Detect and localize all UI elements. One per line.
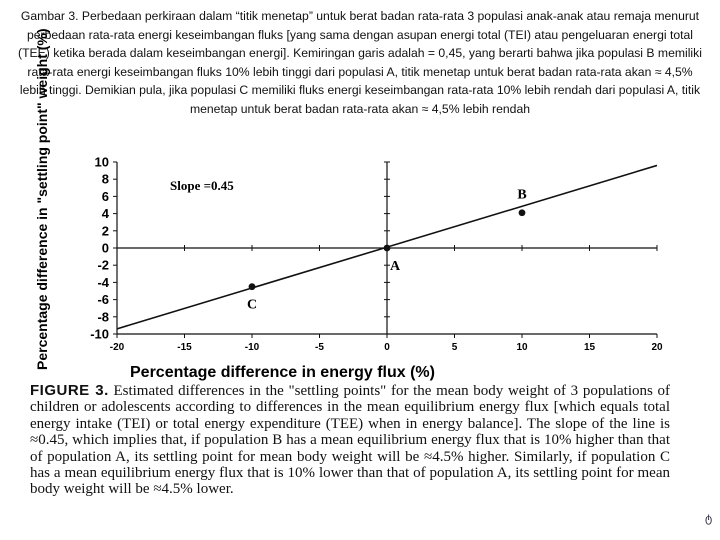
y-tick-label: -8 (97, 309, 109, 325)
point-label-b: B (517, 187, 527, 203)
y-tick-label: 4 (101, 206, 109, 222)
x-tick-label: -20 (109, 342, 125, 353)
x-tick-label: -15 (177, 342, 192, 353)
x-axis-label: Percentage difference in energy flux (%) (130, 364, 435, 381)
figure-label: FIGURE 3. (30, 382, 109, 399)
corner-mark: ტ (705, 513, 713, 525)
y-tick-label: 2 (101, 223, 109, 239)
y-tick-label: -10 (90, 326, 109, 342)
slope-annotation: Slope =0.45 (170, 178, 234, 193)
x-tick-label: 20 (651, 342, 663, 353)
y-tick-label: -4 (97, 274, 109, 290)
point-c (249, 283, 256, 290)
x-tick-label: -5 (315, 342, 324, 353)
x-tick-label: 15 (583, 342, 596, 353)
figure-caption (30, 383, 670, 498)
point-b (519, 209, 526, 216)
y-tick-label: 6 (101, 188, 109, 204)
x-tick-label: 0 (384, 342, 390, 353)
x-tick-label: 10 (516, 342, 528, 353)
y-tick-label: -6 (97, 292, 109, 308)
slide-caption: Gambar 3. Perbedaan perkiraan dalam “titik menetap” untuk berat badan rata-rata 3 populasi anak-anak atau remaja menurut perbedaan rata-rata energi keseimbangan fluks [yang sama dengan asupan energi total (TEI) atau pengeluaran energi total (TEE) ketika berada dalam keseimbangan energi]. Kemiringan garis adalah = 0,45, yang berarti bahwa jika populasi B memiliki rata-rata energi keseimbangan fluks 10% lebih tinggi dari populasi A, titik menetap untuk berat badan rata-rata akan ≈ 4,5% lebih tinggi. Demikian pula, jika populasi C memiliki fluks energi keseimbangan rata-rata 10% lebih rendah dari populasi A, titik menetap untuk berat badan rata-rata akan ≈ 4,5% lebih rendah (18, 9, 702, 116)
point-a (384, 245, 391, 252)
x-tick-label: 5 (451, 342, 458, 353)
y-tick-label: 8 (101, 171, 109, 187)
y-axis-label: Percentage difference in "settling point" weight (%) (34, 28, 50, 370)
figure-caption-text: Estimated differences in the "settling points" for the mean body weight of 3 populations of children or adolescents according to differences in the mean equilibrium energy flux [which equals total energy intake (TEI) or total energy expenditure (TEE) when in energy balance]. The slope of the line is ≈0.45, which implies that, if population B has a mean equilibrium energy flux that is 10% higher than that of population A, its settling point for mean body weight will be ≈4.5% higher. Similarly, if population C has a mean equilibrium energy flux that is 10% lower than that of population A, its settling point for mean body weight will be ≈4.5% lower. (30, 383, 670, 498)
y-tick-label: 10 (94, 154, 109, 170)
point-label-c: C (246, 297, 258, 313)
y-tick-label: -2 (97, 257, 109, 273)
x-tick-label: -10 (244, 342, 260, 353)
point-label-a: A (389, 259, 401, 274)
y-tick-label: 0 (101, 240, 109, 256)
